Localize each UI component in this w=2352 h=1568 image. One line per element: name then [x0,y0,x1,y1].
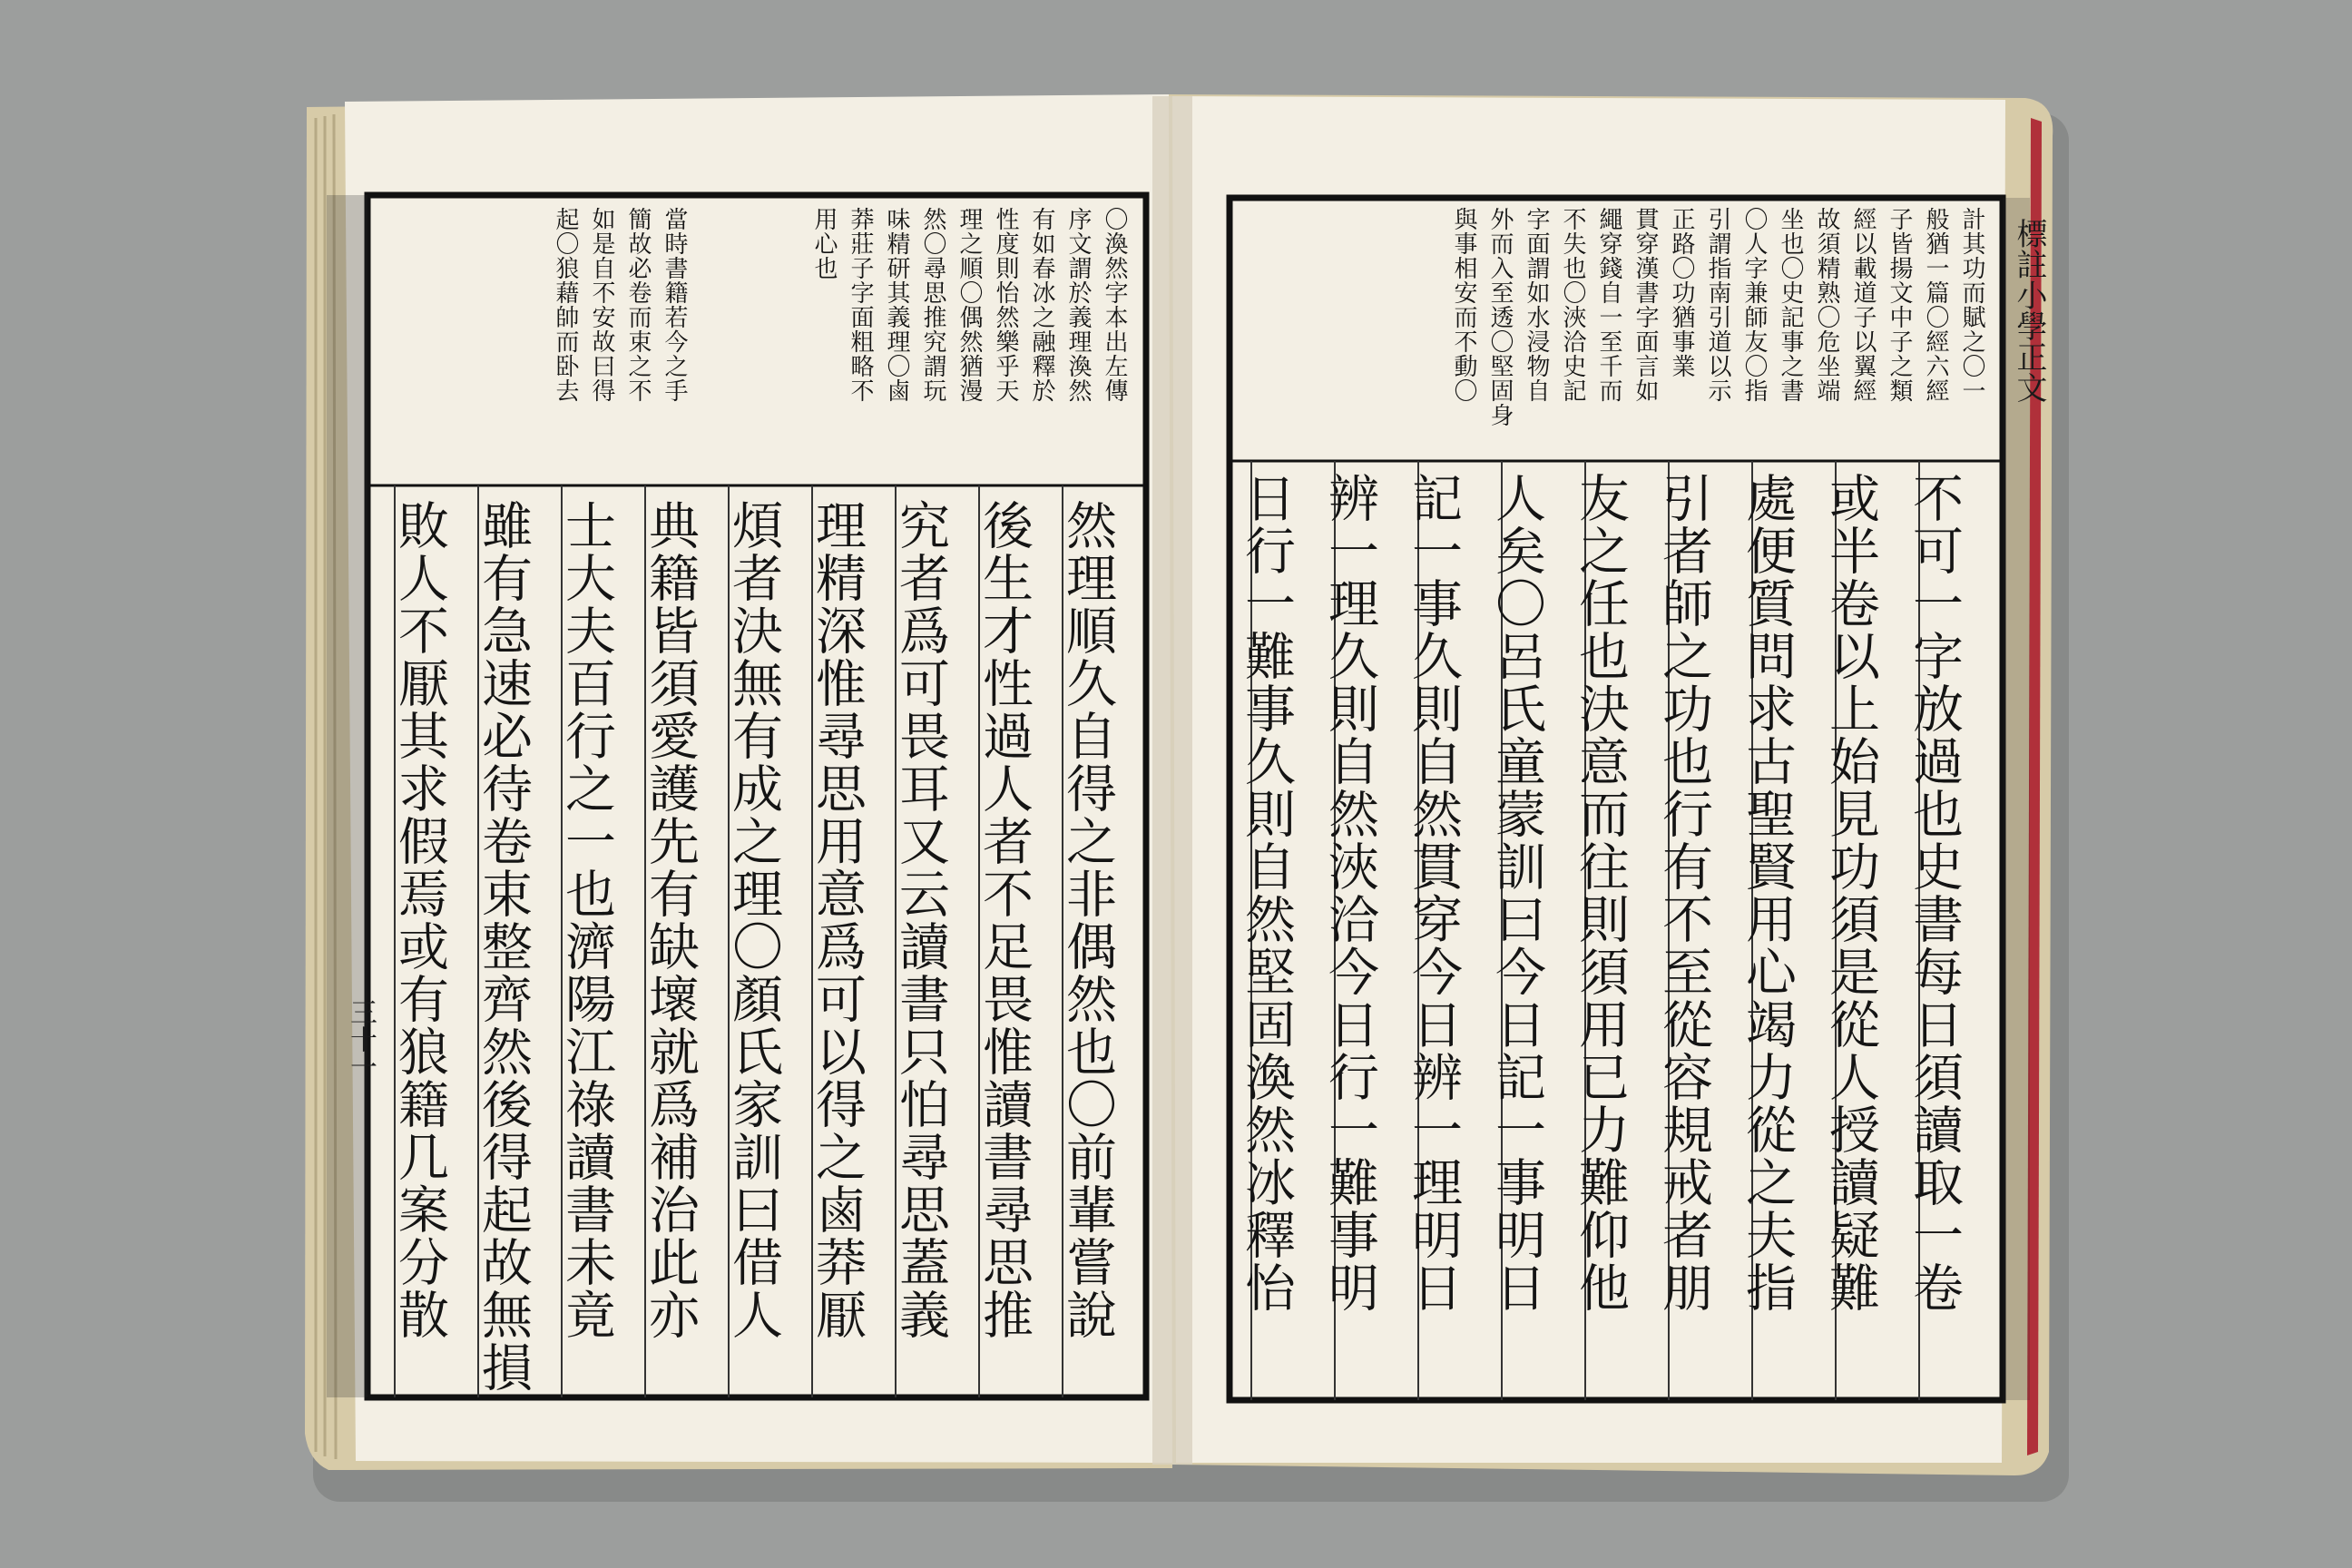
right-main-column-1: 不可一字放過也史書每日須讀取一卷 [1905,472,1964,1314]
left-annotation-column-6: 然〇尋思推究謂玩 [919,207,946,403]
right-annotation-column-7: 〇人字兼師友〇指 [1740,207,1768,403]
right-annotation-column-3: 子皆揚文中子之類 [1886,207,1913,403]
right-main-column-6: 人矣〇呂氏童蒙訓曰今日記一事明日 [1487,472,1546,1314]
left-main-column-9: 敗人不厭其求假焉或有狼籍几案分散 [390,499,449,1341]
right-main-column-7: 記一事久則自然貫穿今日辨一理明日 [1404,472,1463,1314]
right-annotation-column-6: 坐也〇史記事之書 [1777,207,1804,403]
left-annotation-column-13: 起〇狼藉帥而卧去 [552,207,579,403]
left-main-column-7: 士大夫百行之一也濟陽江祿讀書未竟 [557,499,616,1341]
right-annotation-column-15: 與事相安而不動〇 [1450,207,1477,403]
right-annotation-column-8: 引謂指南引道以示 [1704,207,1731,403]
right-main-column-3: 處便質問求古聖賢用心竭力從之夫指 [1738,472,1797,1314]
left-annotation-column-7: 味精研其義理〇鹵 [883,207,910,403]
left-main-column-4: 理精深惟尋思用意爲可以得之鹵莽厭 [808,499,867,1341]
left-page-folio: 三十一 [345,998,377,1080]
right-annotation-column-4: 經以載道子以翼經 [1849,207,1877,403]
left-annotation-column-10: 當時書籍若今之手 [661,207,688,403]
right-annotation-column-1: 計其功而賦之〇一 [1958,207,1985,403]
left-main-column-5: 煩者決無有成之理〇顏氏家訓曰借人 [724,499,783,1341]
left-main-column-1: 然理順久自得之非偶然也〇前輩嘗說 [1058,499,1117,1341]
gutter-shadow [1152,96,1192,1465]
right-main-column-8: 辨一理久則自然浹洽今日行一難事明 [1320,472,1379,1314]
left-annotation-column-3: 有如春冰之融釋於 [1028,207,1055,403]
left-annotation-column-11: 簡故必卷而束之不 [624,207,652,403]
right-annotation-column-2: 般猶一篇〇經六經 [1922,207,1949,403]
left-annotation-column-12: 如是自不安故曰得 [588,207,615,403]
left-annotation-column-4: 性度則怡然樂乎天 [992,207,1019,403]
right-main-column-4: 引者師之功也行有不至從容規戒者朋 [1654,472,1713,1314]
right-main-column-9: 日行一難事久則自然堅固渙然冰釋怡 [1237,472,1296,1314]
left-annotation-column-5: 理之順〇偶然猶漫 [956,207,983,403]
left-main-column-8: 雖有急速必待卷束整齊然後得起故無損 [474,499,533,1394]
left-main-column-3: 究者爲可畏耳又云讀書只怕尋思蓋義 [891,499,950,1341]
left-annotation-column-1: 〇渙然字本出左傳 [1101,207,1128,403]
left-annotation-column-2: 序文謂於義理渙然 [1064,207,1092,403]
left-annotation-column-8: 莽莊子字面粗略不 [847,207,874,403]
left-annotation-column-9: 用心也 [810,207,838,280]
right-main-column-5: 友之任也決意而往則須用已力難仰他 [1571,472,1630,1314]
right-running-title: 標註小學正文 [2011,218,2047,403]
right-main-column-2: 或半卷以上始見功須是從人授讀疑難 [1821,472,1880,1314]
right-annotation-column-5: 故須精熟〇危坐端 [1813,207,1840,403]
right-annotation-column-10: 貫穿漢書字面言如 [1632,207,1659,403]
right-annotation-column-14: 外而入至透〇堅固身 [1486,207,1514,427]
right-annotation-column-9: 正路〇功猶事業 [1668,207,1695,378]
left-banxin-strip [327,195,368,1397]
right-annotation-column-12: 不失也〇浹洽史記 [1559,207,1586,403]
right-annotation-column-11: 繩穿錢自一至千而 [1595,207,1622,403]
left-main-column-6: 典籍皆須愛護先有缺壞就爲補治此亦 [641,499,700,1341]
left-main-column-2: 後生才性過人者不足畏惟讀書尋思推 [975,499,1034,1341]
right-annotation-column-13: 字面謂如水浸物自 [1523,207,1550,403]
